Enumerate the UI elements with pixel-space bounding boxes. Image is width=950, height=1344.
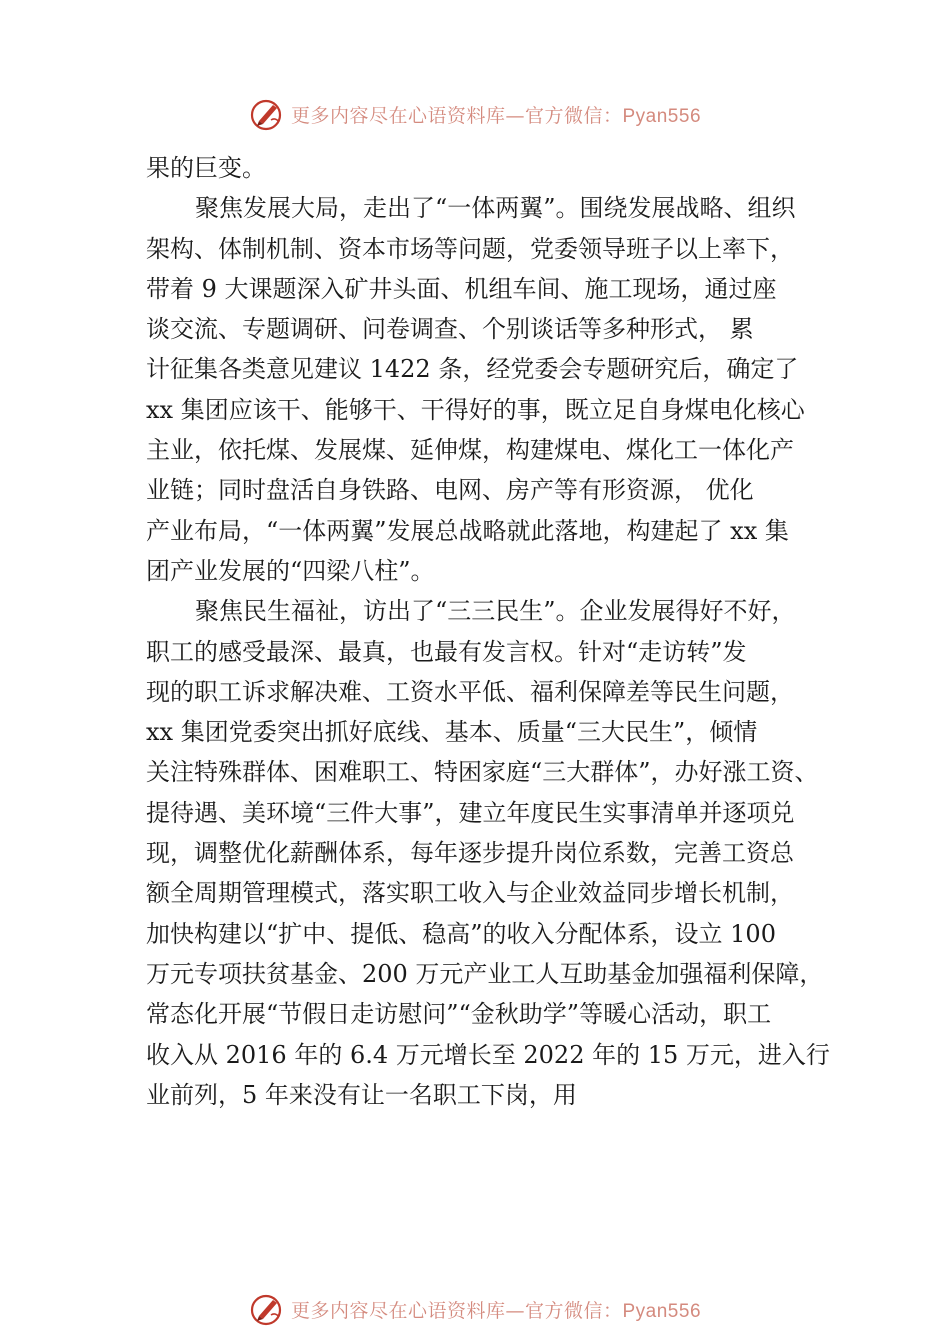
- text-line: 现，调整优化薪酬体系，每年逐步提升岗位系数，完善工资总: [146, 839, 794, 868]
- text-line: 团产业发展的“四梁八柱”。: [146, 556, 435, 585]
- text-line: 关注特殊群体、困难职工、特困家庭“三大群体”，办好涨工资、: [146, 758, 819, 787]
- text-line: 计征集各类意见建议 1422 条，经党委会专题研究后，确定了: [146, 355, 799, 384]
- watermark-text: 更多内容尽在心语资料库—官方微信：Pyan556: [290, 1299, 702, 1322]
- text-line: 谈交流、专题调研、问卷调查、个别谈话等多种形式， 累: [146, 315, 754, 344]
- text-line: 万元专项扶贫基金、200 万元产业工人互助基金加强福利保障，: [146, 959, 824, 988]
- text-line: xx 集团应该干、能够干、干得好的事，既立足自身煤电化核心: [146, 395, 805, 424]
- text-line: 业链；同时盘活自身铁路、电网、房产等有形资源， 优化: [146, 476, 754, 505]
- text-line: 职工的感受最深、最真，也最有发言权。针对“走访转”发: [146, 637, 747, 666]
- text-line: xx 集团党委突出抓好底线、基本、质量“三大民生”，倾情: [146, 718, 758, 747]
- pen-logo-icon: [249, 96, 285, 132]
- watermark-text: 更多内容尽在心语资料库—官方微信：Pyan556: [290, 104, 702, 127]
- text-line: 产业布局，“一体两翼”发展总战略就此落地，构建起了 xx 集: [146, 516, 789, 545]
- text-line: 收入从 2016 年的 6.4 万元增长至 2022 年的 15 万元，进入行: [146, 1040, 830, 1069]
- text-line: 额全周期管理模式，落实职工收入与企业效益同步增长机制，: [146, 879, 794, 908]
- text-line: 果的巨变。: [146, 154, 266, 182]
- text-line: 主业，依托煤、发展煤、延伸煤，构建煤电、煤化工一体化产: [146, 436, 794, 465]
- text-line: 聚焦发展大局，走出了“一体两翼”。围绕发展战略、组织: [195, 194, 796, 223]
- text-line: 加快构建以“扩中、提低、稳高”的收入分配体系，设立 100: [146, 919, 776, 948]
- text-line: 提待遇、美环境“三件大事”，建立年度民生实事清单并逐项兑: [146, 798, 795, 827]
- text-line: 带着 9 大课题深入矿井头面、机组车间、施工现场，通过座: [146, 274, 777, 303]
- watermark-header: [0, 92, 950, 136]
- text-line: 常态化开展“节假日走访慰问”“金秋助学”等暖心活动，职工: [146, 1000, 772, 1029]
- pen-logo-icon: [249, 1291, 285, 1327]
- text-line: 聚焦民生福祉，访出了“三三民生”。企业发展得好不好，: [195, 597, 796, 626]
- watermark-footer: [0, 1287, 950, 1331]
- document-body: [146, 148, 830, 1115]
- text-line: 架构、体制机制、资本市场等问题，党委领导班子以上率下，: [146, 234, 794, 263]
- text-line: 业前列，5 年来没有让一名职工下岗，用: [146, 1080, 577, 1109]
- text-line: 现的职工诉求解决难、工资水平低、福利保障差等民生问题，: [146, 677, 794, 706]
